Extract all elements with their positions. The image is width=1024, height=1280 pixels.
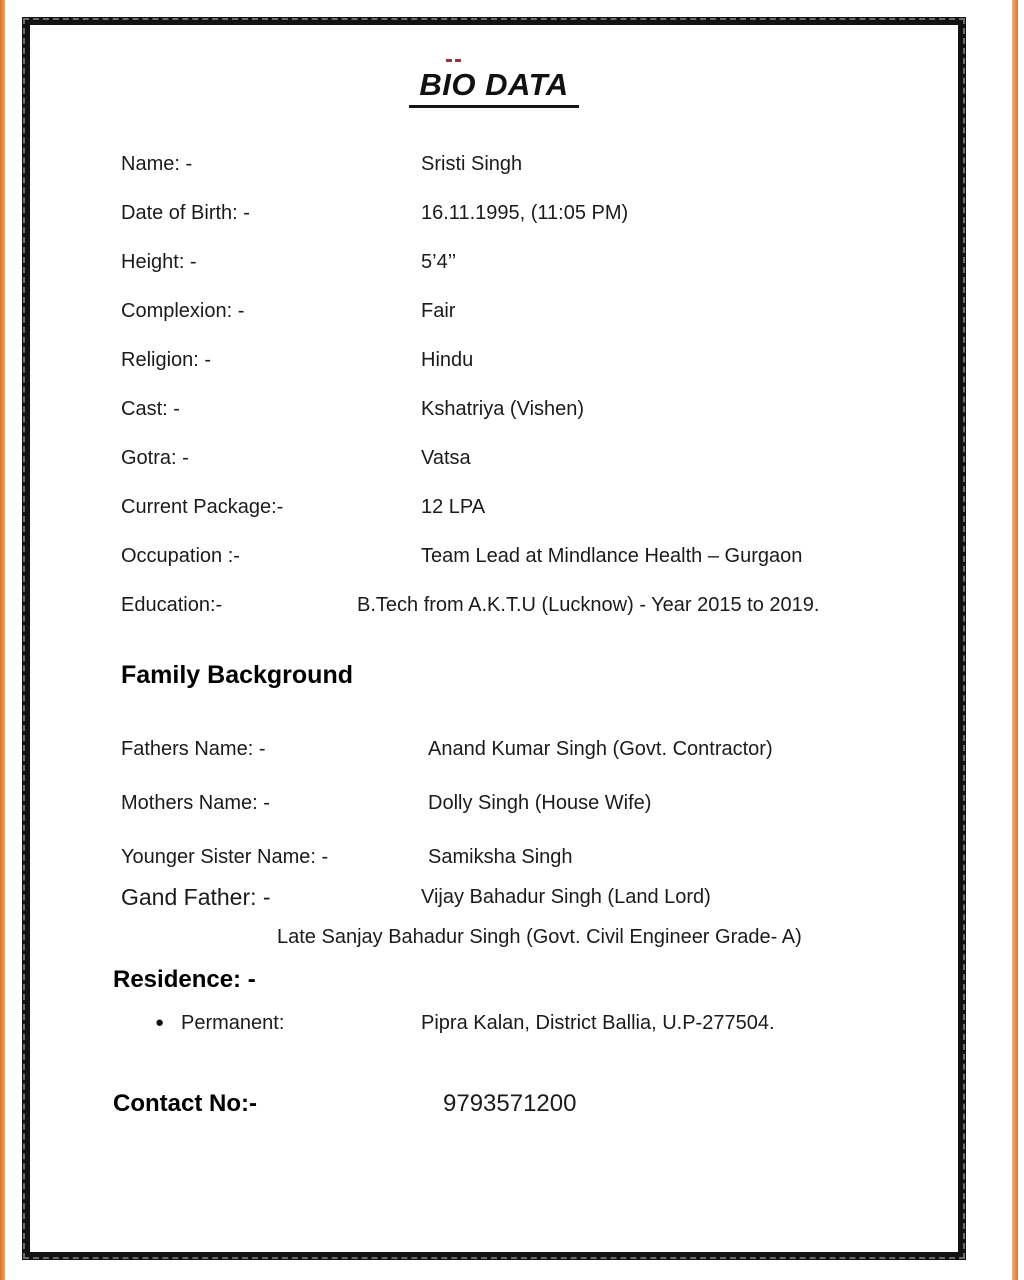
personal-details-section [121,140,958,630]
residence-heading: Residence: - [113,966,256,993]
field-value: Kshatriya (Vishen) [421,398,585,420]
field-value: Pipra Kalan, District Ballia, U.P-277504. [421,1011,775,1034]
field-value: 12 LPA [421,496,486,518]
field-value: Fair [421,300,456,322]
field-label: Education:- [121,594,223,616]
bullet-icon: ● [155,1014,165,1031]
late-grandfather-line: Late Sanjay Bahadur Singh (Govt. Civil Engineer Grade- A) [277,926,802,948]
left-edge-stripe [0,0,5,1280]
field-value: B.Tech from A.K.T.U (Lucknow) - Year 2015 to 2019. [357,594,820,616]
row-education [121,581,958,630]
field-label: Occupation :- [121,545,240,567]
row-religion [121,336,958,385]
field-value: 5’4’’ [421,251,457,273]
field-label: Younger Sister Name: - [121,845,329,868]
field-label: Current Package:- [121,496,284,518]
row-mothers-name [121,786,958,820]
row-occupation [121,532,958,581]
row-cast [121,385,958,434]
field-value: 9793571200 [443,1090,577,1117]
title-row [30,67,958,108]
field-label: Gand Father: - [121,883,271,910]
field-value: Sristi Singh [421,153,523,175]
row-younger-sister-name [121,840,958,874]
family-background-heading: Family Background [121,661,353,689]
field-label: Height: - [121,251,197,273]
field-value: Hindu [421,349,474,371]
family-section [121,732,958,914]
row-contact-number [113,1084,958,1124]
field-label: Complexion: - [121,300,245,322]
field-value: Dolly Singh (House Wife) [428,791,652,814]
row-fathers-name [121,732,958,766]
field-value: Anand Kumar Singh (Govt. Contractor) [428,737,773,760]
field-label: Name: - [121,153,193,175]
field-value: Team Lead at Mindlance Health – Gurgaon [421,545,803,567]
row-height [121,238,958,287]
page-title: BIO DATA [409,67,578,108]
field-value: Samiksha Singh [428,845,573,868]
field-label: Fathers Name: - [121,737,266,760]
field-label: Contact No:- [113,1090,257,1117]
row-name [121,140,958,189]
field-label: Religion: - [121,349,212,371]
row-gotra [121,434,958,483]
row-date-of-birth [121,189,958,238]
field-value: 16.11.1995, (11:05 PM) [421,202,629,224]
field-label: Gotra: - [121,447,189,469]
row-current-package [121,483,958,532]
field-label: Mothers Name: - [121,791,270,814]
field-label: Date of Birth: - [121,202,250,224]
right-edge-stripe [1012,0,1018,1280]
row-permanent-residence [121,1006,958,1040]
field-label: Cast: - [121,398,180,420]
document-content [30,25,958,1252]
field-value: Vatsa [421,447,471,469]
row-complexion [121,287,958,336]
field-value: Vijay Bahadur Singh (Land Lord) [421,885,711,908]
field-label: Permanent: [181,1011,285,1034]
red-double-dash-icon [446,59,461,62]
row-grand-father [121,880,958,914]
page-frame-border [22,17,966,1260]
